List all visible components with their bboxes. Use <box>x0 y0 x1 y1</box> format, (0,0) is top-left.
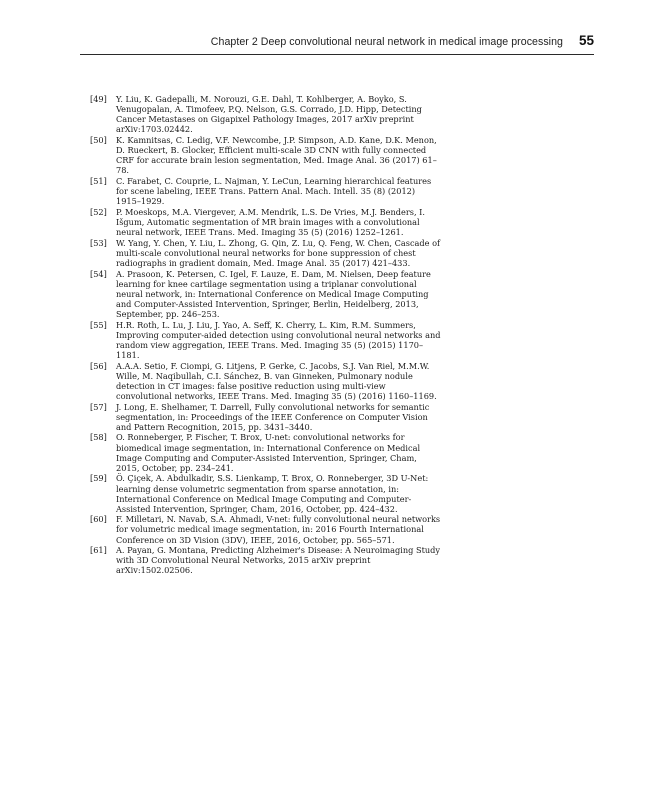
reference-number: [61] <box>90 545 107 556</box>
reference-item <box>90 269 442 319</box>
reference-text: K. Kamnitsas, C. Ledig, V.F. Newcombe, J.P. Simpson, A.D. Kane, D.K. Menon, D. Rueckert, B. Glocker, Efficient multi-scale 3D CNN with fully connected CRF for accurate brain lesion segmentation, Med. Image Anal. 36 (2017) 61–78. <box>116 134 437 176</box>
reference-item <box>90 361 442 401</box>
reference-text: A. Payan, G. Montana, Predicting Alzheimer's Disease: A Neuroimaging Study with 3D Convolutional Neural Networks, 2015 arXiv preprint arXiv:1502.02506. <box>116 545 441 576</box>
reference-item <box>90 402 442 432</box>
reference-text: P. Moeskops, M.A. Viergever, A.M. Mendrik, L.S. De Vries, M.J. Benders, I. Išgum, Automatic segmentation of MR brain images with a convolutional neural network, IEEE Trans. Med. Imaging 35 (5) (2016) 1252–1261. <box>116 206 426 237</box>
reference-text: Y. Liu, K. Gadepalli, M. Norouzi, G.E. Dahl, T. Kohlberger, A. Boyko, S. Venugopalan, A. Timofeev, P.Q. Nelson, G.S. Corrado, J.D. Hipp, Detecting Cancer Metastases on Gigapixel Pathology Images, 2017 arXiv preprint arXiv:1703.02442. <box>116 94 422 135</box>
reference-text: F. Milletari, N. Navab, S.A. Ahmadi, V-net: fully convolutional neural networks for volumetric medical image segmentation, in: 2016 Fourth International Conference on 3D Vision (3DV), IEEE, 2016, October, pp. 565–571. <box>116 514 441 545</box>
reference-text: Ö. Çiçek, A. Abdulkadir, S.S. Lienkamp, T. Brox, O. Ronneberger, 3D U-Net: learning dense volumetric segmentation from sparse annotation, in: International Conference on Medical Image Computing and Computer-Assisted Intervention, Springer, Cham, 2016, October, pp. 424–432. <box>116 473 429 514</box>
reference-number: [59] <box>90 473 107 484</box>
reference-number: [57] <box>90 401 107 412</box>
reference-text: H.R. Roth, L. Lu, J. Liu, J. Yao, A. Seff, K. Cherry, L. Kim, R.M. Summers, Improving computer-aided detection using convolutional neural networks and random view aggregation, IEEE Trans. Med. Imaging 35 (5) (2015) 1170–1181. <box>116 319 441 360</box>
page-number: 55 <box>578 33 594 48</box>
reference-item <box>90 176 442 206</box>
reference-text: C. Farabet, C. Couprie, L. Najman, Y. LeCun, Learning hierarchical features for scene labeling, IEEE Trans. Pattern Anal. Mach. Intell. 35 (8) (2012) 1915–1929. <box>116 175 432 207</box>
reference-number: [51] <box>90 175 107 186</box>
running-head <box>54 33 594 53</box>
reference-item <box>90 320 442 360</box>
reference-item <box>90 473 442 513</box>
chapter-title: Chapter 2 Deep convolutional neural network in medical image processing <box>210 36 563 48</box>
reference-text: A. Prasoon, K. Petersen, C. Igel, F. Lauze, E. Dam, M. Nielsen, Deep feature learning for knee cartilage segmentation using a triplanar convolutional neural network, in: International Conference on Medical Image Computing and Computer-Assisted Intervention, Springer, Berlin, Heidelberg, 2013, September, pp. 246–253. <box>116 268 431 319</box>
reference-text: O. Ronneberger, P. Fischer, T. Brox, U-net: convolutional networks for biomedical image segmentation, in: International Conference on Medical Image Computing and Computer-Assisted Intervention, Springer, Cham, 2015, October, pp. 234–241. <box>116 432 421 473</box>
reference-item <box>90 545 442 575</box>
reference-item <box>90 135 442 175</box>
reference-item <box>90 514 442 544</box>
reference-number: [58] <box>90 432 107 443</box>
reference-number: [52] <box>90 206 107 217</box>
header-rule <box>80 54 594 55</box>
reference-item <box>90 207 442 237</box>
reference-text: A.A.A. Setio, F. Ciompi, G. Litjens, P. Gerke, C. Jacobs, S.J. Van Riel, M.M.W. Wille, M. Naqibullah, C.I. Sánchez, B. van Ginneken, Pulmonary nodule detection in CT images: false positive reduction using multi-view convolutional networks, IEEE Trans. Med. Imaging 35 (5) (2016) 1160–1169. <box>116 360 437 401</box>
reference-item <box>90 432 442 472</box>
reference-number: [54] <box>90 268 107 279</box>
reference-number: [53] <box>90 237 107 248</box>
reference-list <box>90 94 442 576</box>
reference-number: [49] <box>90 94 107 104</box>
reference-number: [60] <box>90 514 107 525</box>
reference-text: W. Yang, Y. Chen, Y. Liu, L. Zhong, G. Qin, Z. Lu, Q. Feng, W. Chen, Cascade of multi-scale convolutional neural networks for bone suppression of chest radiographs in gradient domain, Med. Image Anal. 35 (2017) 421–433. <box>116 237 441 268</box>
reference-number: [55] <box>90 319 107 330</box>
reference-number: [50] <box>90 134 107 145</box>
reference-item <box>90 94 442 134</box>
reference-text: J. Long, E. Shelhamer, T. Darrell, Fully convolutional networks for semantic segmentation, in: Proceedings of the IEEE Conference on Computer Vision and Pattern Recognition, 2015, pp. 3431–3440. <box>116 401 430 432</box>
reference-number: [56] <box>90 360 107 371</box>
reference-item <box>90 238 442 268</box>
